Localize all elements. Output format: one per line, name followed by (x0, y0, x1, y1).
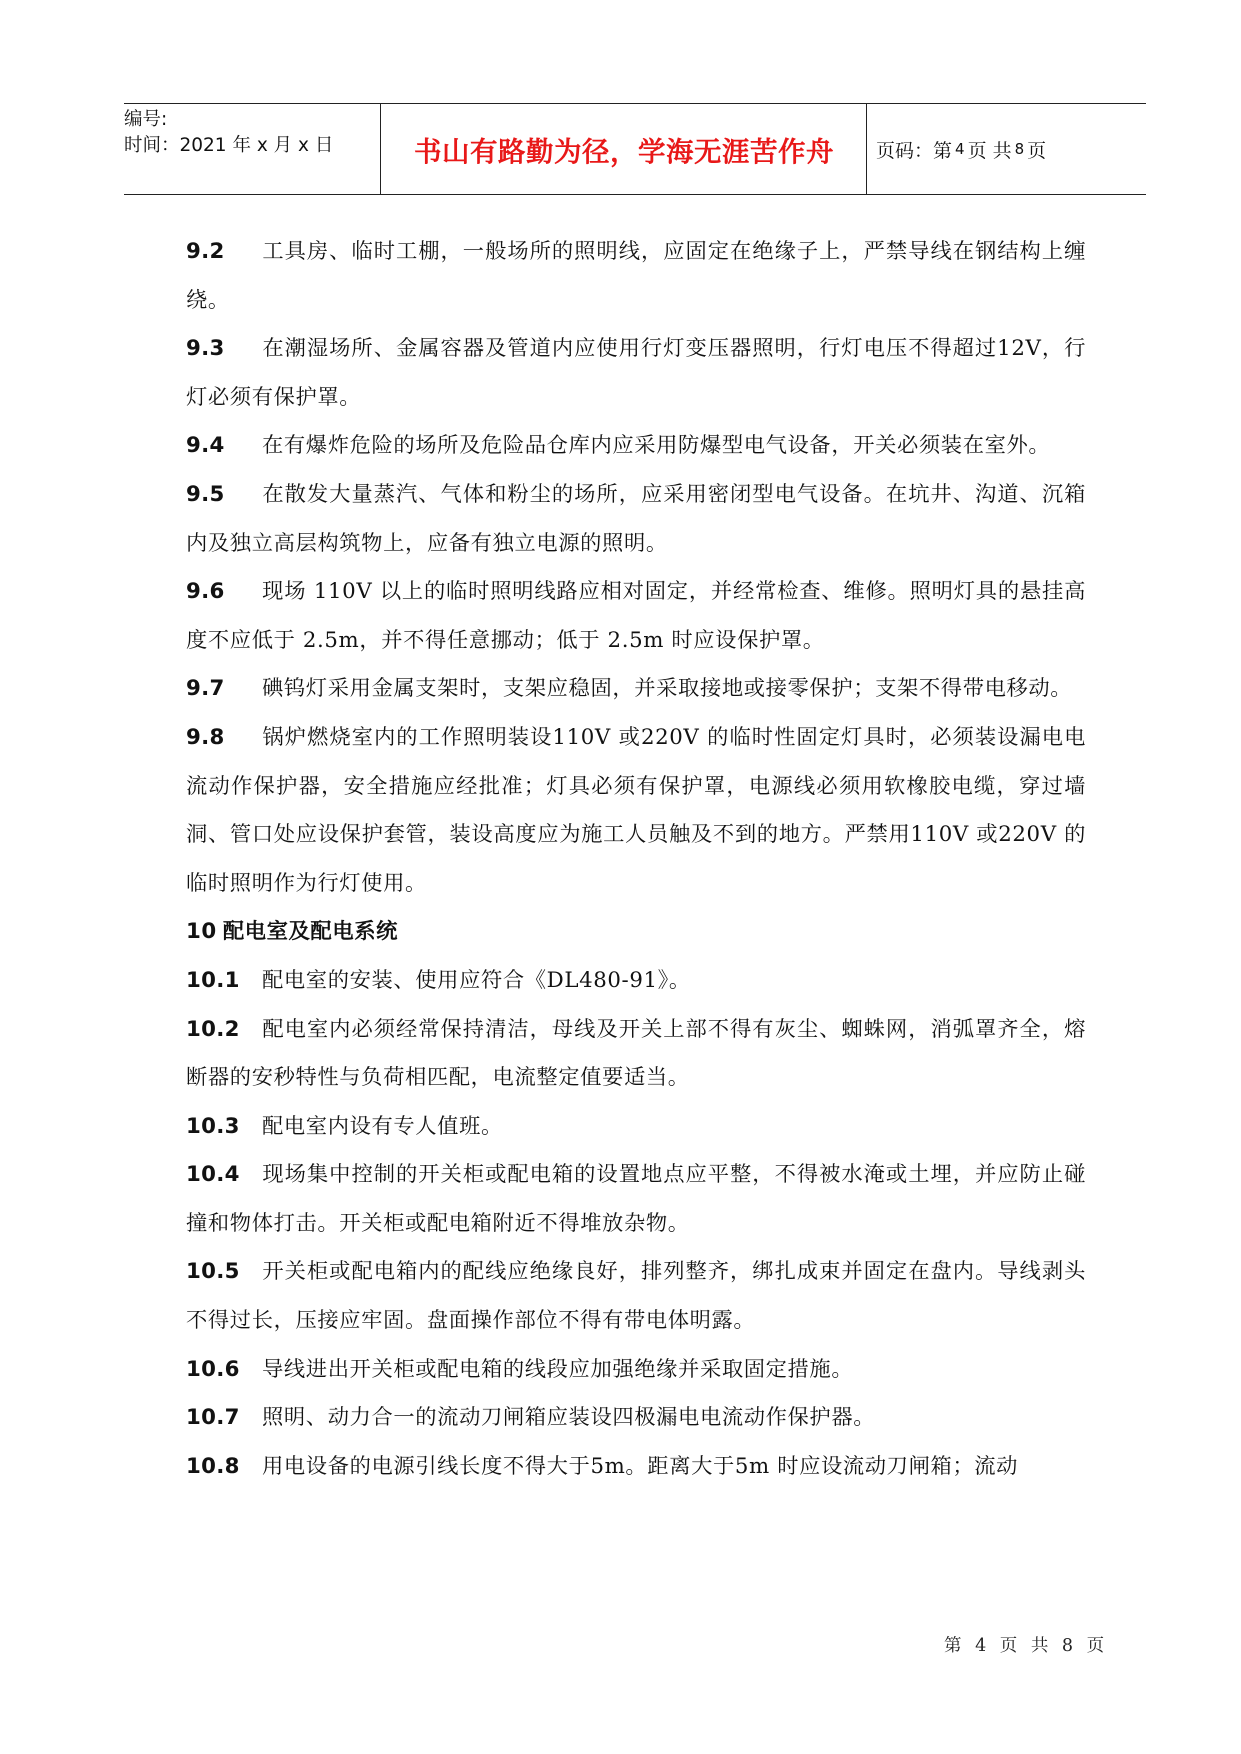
document-body (186, 228, 1086, 1491)
clause-paragraph (186, 325, 1086, 422)
header-page-info (876, 104, 1144, 194)
clause-text: 在有爆炸危险的场所及危险品仓库内应采用防爆型电气设备，开关必须装在室外。 (262, 433, 1051, 459)
clause-number: 9.5 (186, 481, 225, 507)
clause-paragraph (186, 471, 1086, 568)
clause-paragraph (186, 1248, 1086, 1345)
section-number: 10 (186, 919, 217, 945)
header-meta (124, 104, 380, 197)
clause-text: 在散发大量蒸汽、气体和粉尘的场所，应采用密闭型电气设备。在坑井、沟道、沉箱内及独立高层构筑物上，应备有独立电源的照明。 (186, 481, 1086, 556)
clause-paragraph (186, 1443, 1086, 1492)
clause-paragraph (186, 665, 1086, 714)
clause-paragraph (186, 714, 1086, 908)
clause-paragraph (186, 1103, 1086, 1152)
header-motto: 书山有路勤为径，学海无涯苦作舟 (414, 136, 834, 168)
clause-text: 配电室内必须经常保持清洁，母线及开关上部不得有灰尘、蜘蛛网，消弧罩齐全，熔断器的安秒特性与负荷相匹配，电流整定值要适当。 (186, 1016, 1086, 1091)
document-header (124, 103, 1146, 195)
clause-number: 9.2 (186, 239, 225, 264)
clause-paragraph (186, 1151, 1086, 1248)
clause-paragraph (186, 568, 1086, 665)
page-suffix: 页 (1027, 139, 1047, 162)
clause-paragraph (186, 1006, 1086, 1103)
clause-number: 9.3 (186, 336, 225, 362)
code-label: 编号: (124, 109, 168, 130)
page-prefix: 页码：第 (876, 139, 953, 162)
clause-text: 在潮湿场所、金属容器及管道内应使用行灯变压器照明，行灯电压不得超过12V，行灯必须有保护罩。 (186, 336, 1086, 410)
clause-paragraph (186, 1394, 1086, 1443)
clause-text: 用电设备的电源引线长度不得大于5m。距离大于5m 时应设流动刀闸箱；流动 (262, 1453, 1019, 1479)
header-divider (380, 104, 381, 194)
clause-number: 10.5 (186, 1259, 240, 1285)
clause-paragraph (186, 957, 1086, 1006)
clause-text: 工具房、临时工棚，一般场所的照明线，应固定在绝缘子上，严禁导线在钢结构上缠绕。 (186, 239, 1086, 313)
clause-number: 9.8 (186, 724, 225, 750)
clause-text: 现场集中控制的开关柜或配电箱的设置地点应平整，不得被水淹或土埋，并应防止碰撞和物体打击。开关柜或配电箱附近不得堆放杂物。 (186, 1162, 1086, 1236)
clause-text: 碘钨灯采用金属支架时，支架应稳固，并采取接地或接零保护；支架不得带电移动。 (262, 676, 1073, 702)
clause-number: 10.1 (186, 967, 240, 993)
header-divider (866, 104, 867, 194)
section-title: 配电室及配电系统 (222, 919, 399, 945)
clause-number: 10.3 (186, 1113, 240, 1139)
clause-paragraph (186, 228, 1086, 325)
clause-number: 10.2 (186, 1016, 240, 1042)
clause-number: 10.4 (186, 1162, 240, 1188)
clause-text: 锅炉燃烧室内的工作照明装设110V 或220V 的临时性固定灯具时，必须装设漏电电流动作保护器，安全措施应经批准；灯具必须有保护罩，电源线必须用软橡胶电缆，穿过墙洞、管口处应设保护套管，装设高度应为施工人员触及不到的地方。严禁用110V 或220V 的临时照明作为行灯使用。 (186, 724, 1086, 896)
clause-number: 10.8 (186, 1453, 240, 1479)
clause-text: 配电室内设有专人值班。 (262, 1113, 503, 1139)
clause-number: 10.6 (186, 1356, 240, 1382)
section-heading (186, 908, 1086, 957)
clause-text: 开关柜或配电箱内的配线应绝缘良好，排列整齐，绑扎成束并固定在盘内。导线剥头不得过长，压接应牢固。盘面操作部位不得有带电体明露。 (186, 1259, 1086, 1334)
clause-number: 10.7 (186, 1405, 240, 1431)
page-current: 4 (955, 140, 965, 158)
clause-paragraph (186, 1346, 1086, 1395)
date-label: 时间：2021 年 x 月 x 日 (124, 135, 334, 156)
clause-number: 9.7 (186, 676, 225, 702)
clause-paragraph (186, 422, 1086, 471)
page-footer: 第 4 页 共 8 页 (944, 1636, 1109, 1656)
clause-number: 9.6 (186, 579, 225, 605)
clause-text: 照明、动力合一的流动刀闸箱应装设四极漏电电流动作保护器。 (262, 1405, 876, 1431)
clause-text: 现场 110V 以上的临时照明线路应相对固定，并经常检查、维修。照明灯具的悬挂高度不应低于 2.5m，并不得任意挪动；低于 2.5m 时应设保护罩。 (186, 579, 1086, 653)
page-middle: 页 共 (967, 139, 1012, 162)
page-total: 8 (1014, 140, 1025, 158)
clause-number: 9.4 (186, 433, 225, 459)
clause-text: 配电室的安装、使用应符合《DL480-91》。 (262, 967, 691, 993)
clause-text: 导线进出开关柜或配电箱的线段应加强绝缘并采取固定措施。 (262, 1356, 854, 1382)
